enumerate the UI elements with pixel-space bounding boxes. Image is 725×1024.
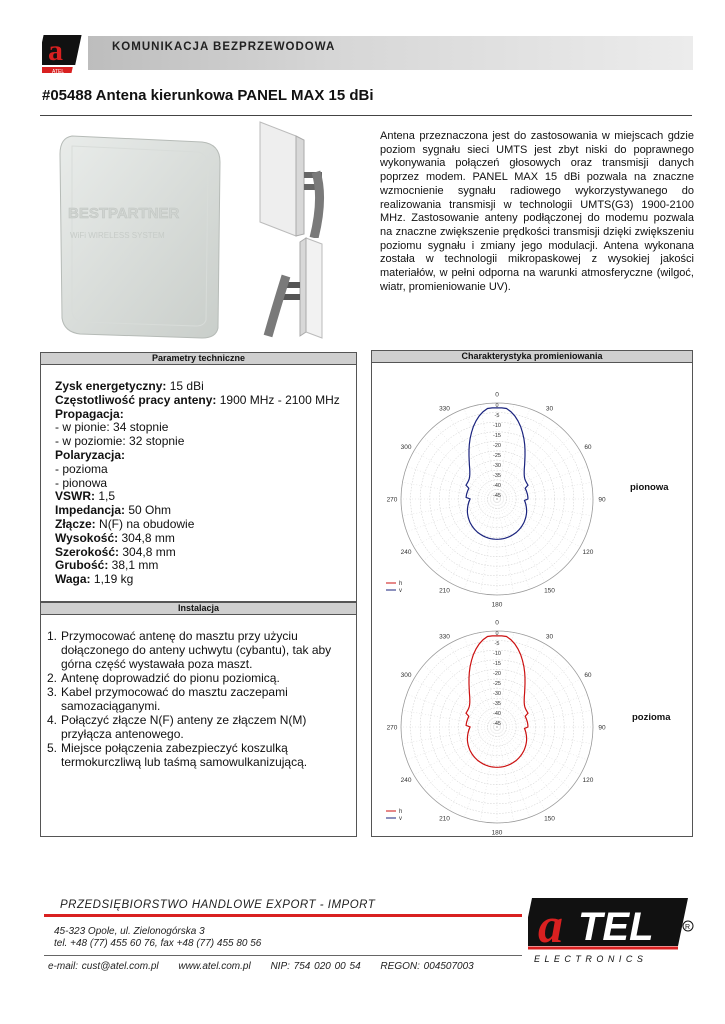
technical-parameters-panel — [40, 352, 357, 602]
db-label: -15 — [493, 661, 501, 667]
param-label: Grubość: — [55, 558, 109, 573]
param-value: - pionowa — [55, 475, 108, 490]
param-value: N(F) na obudowie — [95, 516, 195, 531]
grid-spoke — [423, 437, 497, 499]
svg-text:TEL: TEL — [578, 905, 654, 949]
angle-label: 180 — [491, 829, 503, 837]
db-label: -35 — [493, 701, 501, 707]
install-heading: Instalacja — [41, 603, 356, 615]
param-value: 1900 MHz - 2100 MHz — [216, 392, 340, 407]
angle-label: 210 — [439, 815, 450, 823]
chart-label-vertical: pionowa — [630, 482, 669, 493]
grid-spoke — [497, 499, 559, 573]
regon-text: REGON: 004507003 — [380, 961, 474, 972]
db-label: -30 — [493, 691, 501, 697]
param-label: Szerokość: — [55, 544, 120, 559]
angle-label: 270 — [386, 724, 398, 732]
angle-label: 330 — [439, 405, 450, 413]
params-heading: Parametry techniczne — [41, 353, 356, 365]
db-label: -25 — [493, 681, 501, 687]
grid-spoke — [435, 727, 497, 801]
param-row — [55, 532, 340, 546]
angle-label: 240 — [400, 777, 412, 784]
angle-label: 300 — [400, 672, 412, 679]
db-label: -35 — [493, 473, 501, 479]
db-label: -45 — [493, 493, 501, 499]
company-address — [54, 926, 261, 950]
installation-panel — [40, 602, 357, 837]
angle-label: 300 — [400, 444, 412, 451]
db-label: -40 — [493, 711, 501, 717]
param-row — [55, 394, 340, 408]
params-list — [55, 380, 340, 587]
step-number: 3. — [47, 685, 58, 699]
db-label: -5 — [494, 413, 500, 419]
param-value: - w pionie: 34 stopnie — [55, 420, 169, 435]
install-step — [47, 629, 352, 671]
param-row — [55, 559, 340, 573]
param-row — [55, 463, 340, 477]
footer-rule — [44, 955, 522, 956]
param-label: Wysokość: — [55, 530, 119, 545]
phone-fax-line: tel. +48 (77) 455 60 76, fax +48 (77) 455 80 56 — [54, 938, 262, 949]
angle-label: 180 — [491, 601, 503, 609]
legend-label: h — [399, 581, 403, 587]
db-label: -45 — [493, 721, 501, 727]
category-label: KOMUNIKACJA BEZPRZEWODOWA — [112, 41, 336, 53]
grid-spoke — [480, 727, 497, 822]
param-row — [55, 518, 340, 532]
param-row — [55, 546, 340, 560]
grid-spoke — [402, 710, 497, 727]
grid-spoke — [497, 727, 592, 744]
website-link[interactable]: www.atel.com.pl — [178, 961, 251, 972]
param-row — [55, 504, 340, 518]
param-row — [55, 490, 340, 504]
param-value: 1,19 kg — [90, 572, 134, 587]
svg-text:E L E C T R O N I C S: E L E C T R O N I C S — [534, 954, 644, 964]
grid-spoke — [435, 653, 497, 727]
param-value: 304,8 mm — [119, 544, 176, 559]
step-text: Miejsce połączenia zabezpieczyć koszulką termokurczliwą lub taśmą samowulkanizującą. — [61, 741, 308, 769]
angle-label: 120 — [582, 549, 594, 556]
angle-label: 270 — [386, 496, 398, 504]
db-label: -20 — [493, 443, 501, 449]
chart-label-horizontal: pozioma — [632, 712, 671, 723]
company-name: PRZEDSIĘBIORSTWO HANDLOWE EXPORT - IMPORT — [60, 899, 376, 911]
db-label: -20 — [493, 671, 501, 677]
svg-text:a: a — [48, 34, 63, 67]
legend-label: v — [399, 588, 402, 594]
angle-label: 60 — [584, 672, 592, 679]
grid-spoke — [497, 710, 592, 727]
svg-text:BESTPARTNER: BESTPARTNER — [68, 205, 180, 222]
param-label: Waga: — [55, 572, 91, 587]
step-text: Kabel przymocować do masztu zaczepami samozaciąganymi. — [61, 685, 288, 713]
param-label: Złącze: — [55, 516, 96, 531]
page-title: #05488 Antena kierunkowa PANEL MAX 15 dBi — [42, 87, 374, 104]
angle-label: 30 — [545, 405, 554, 413]
grid-spoke — [402, 482, 497, 499]
svg-text:ATEL: ATEL — [52, 69, 65, 75]
param-label: Zysk energetyczny: — [55, 379, 167, 393]
param-value: - w poziomie: 32 stopnie — [55, 434, 185, 449]
param-label: Propagacja: — [55, 406, 124, 421]
db-label: 0 — [495, 403, 499, 409]
grid-spoke — [497, 425, 559, 499]
db-label: -10 — [493, 651, 501, 657]
footer-contacts — [48, 961, 490, 972]
antenna-front-photo — [52, 132, 232, 342]
polar-chart-vertical — [382, 383, 612, 613]
step-number: 2. — [47, 671, 58, 685]
grid-spoke — [497, 727, 559, 801]
angle-label: 330 — [439, 633, 450, 641]
svg-text:WiFi WIRELESS SYSTEM: WiFi WIRELESS SYSTEM — [70, 231, 165, 240]
angle-label: 150 — [544, 587, 555, 595]
product-description: Antena przeznaczona jest do zastosowania w miejscach gdzie poziom sygnału sieci UMTS jest zbyt niski do poprawnego wykonywania połączeń głosowych oraz transmisji danych poprzez modem. PANEL MAX 15 dBi pozwala na znaczne wzmocnienie sygnału radiowego wykorzystywanego do realizowania transmisji w technologii UMTS(G3) 1900-2100 MHz. Zastosowanie anteny podłączonej do modemu pozwala na znaczne zwiększenie prędkości transmisji dzięki zwiększeniu poziomu sygnału i zmiany jego modulacji. Antena wykonana została w technologii mikropaskowej z wysokiej jakości materiałów, w pełni odporna na warunki atmosferyczne (wilgoć, wiatr, promieniowanie UV). — [380, 130, 694, 293]
legend-label: v — [399, 816, 402, 822]
db-label: -15 — [493, 433, 501, 439]
grid-spoke — [423, 499, 497, 561]
db-label: -30 — [493, 463, 501, 469]
grid-spoke — [435, 425, 497, 499]
param-row — [55, 449, 340, 463]
db-label: -25 — [493, 453, 501, 459]
grid-spoke — [497, 482, 592, 499]
radiation-heading: Charakterystyka promieniowania — [372, 351, 692, 363]
grid-spoke — [497, 653, 559, 727]
step-number: 5. — [47, 741, 58, 755]
title-divider — [40, 115, 692, 116]
param-value: - pozioma — [55, 461, 108, 476]
step-number: 1. — [47, 629, 58, 643]
install-steps — [47, 629, 352, 769]
param-label: Polaryzacja: — [55, 447, 126, 462]
param-row — [55, 421, 340, 435]
param-row — [55, 477, 340, 491]
angle-label: 210 — [439, 587, 450, 595]
header-band — [88, 36, 693, 70]
angle-label: 120 — [582, 777, 594, 784]
angle-label: 90 — [598, 724, 606, 732]
angle-label: 90 — [598, 496, 606, 504]
angle-label: 30 — [545, 633, 554, 641]
grid-spoke — [423, 727, 497, 789]
param-value: 1,5 — [95, 489, 116, 504]
step-text: Połączyć złącze N(F) anteny ze złączem N(M) przyłącza antenowego. — [61, 713, 307, 741]
step-text: Antenę doprowadzić do pionu poziomicą. — [61, 671, 280, 685]
grid-spoke — [497, 665, 571, 727]
atel-electronics-logo — [528, 896, 696, 968]
email-link[interactable]: e-mail: cust@atel.com.pl — [48, 961, 159, 972]
param-value: 15 dBi — [166, 379, 204, 393]
radiation-pattern-panel — [371, 350, 693, 837]
step-number: 4. — [47, 713, 58, 727]
db-label: -10 — [493, 423, 501, 429]
param-label: Częstotliwość pracy anteny: — [55, 392, 217, 407]
grid-spoke — [497, 727, 571, 789]
param-value: 38,1 mm — [108, 558, 159, 573]
grid-spoke — [435, 499, 497, 573]
grid-spoke — [497, 499, 571, 561]
polar-chart-horizontal — [382, 611, 612, 841]
install-step — [47, 741, 352, 769]
grid-spoke — [423, 665, 497, 727]
param-value: 304,8 mm — [118, 530, 175, 545]
svg-text:R: R — [685, 924, 691, 931]
angle-label: 0 — [495, 391, 499, 399]
angle-label: 150 — [544, 815, 555, 823]
param-label: Impedancja: — [55, 503, 126, 518]
grid-spoke — [497, 499, 592, 516]
atel-logo-small — [42, 33, 90, 75]
footer-red-rule — [44, 914, 522, 917]
param-row — [55, 408, 340, 422]
nip-text: NIP: 754 020 00 54 — [270, 961, 361, 972]
svg-text:a: a — [538, 897, 563, 953]
install-step — [47, 685, 352, 713]
param-row — [55, 573, 340, 587]
angle-label: 0 — [495, 619, 499, 627]
param-row — [55, 435, 340, 449]
angle-label: 60 — [584, 444, 592, 451]
antenna-side-photo-bottom — [262, 236, 338, 342]
param-row — [55, 380, 340, 394]
db-label: 0 — [495, 631, 499, 637]
install-step — [47, 671, 352, 685]
db-label: -5 — [494, 641, 500, 647]
step-text: Przymocować antenę do masztu przy użyciu dołączonego do anteny uchwytu (cybantu), tak aby górna część wystawała poza maszt. — [61, 629, 332, 671]
legend-label: h — [399, 809, 403, 815]
grid-spoke — [497, 437, 571, 499]
param-label: VSWR: — [55, 489, 95, 504]
db-label: -40 — [493, 483, 501, 489]
angle-label: 240 — [400, 549, 412, 556]
install-step — [47, 713, 352, 741]
address-line: 45-323 Opole, ul. Zielonogórska 3 — [54, 926, 205, 937]
antenna-side-photo-top — [256, 120, 336, 238]
grid-spoke — [480, 499, 497, 594]
param-value: 50 Ohm — [125, 503, 172, 518]
